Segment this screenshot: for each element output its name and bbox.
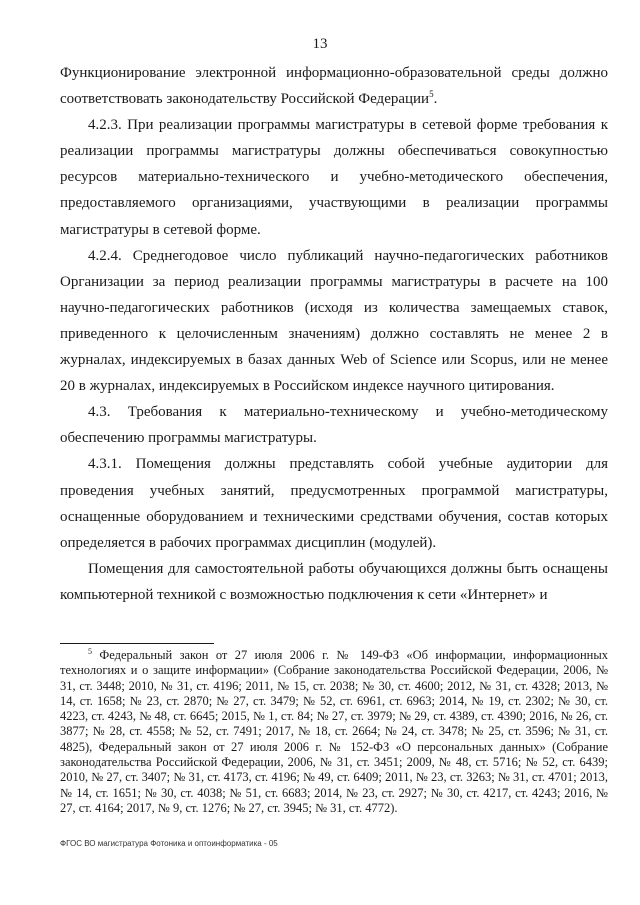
paragraph-4-3: 4.3. Требования к материально-техническому и учебно-методическому обеспечению программы магистратуры. (60, 404, 608, 447)
page-number: 13 (312, 36, 328, 52)
paragraph-self-study-rooms: Помещения для самостоятельной работы обучающихся должны быть оснащены компьютерной техникой с возможностью подключения к сети «Интернет» и (60, 560, 608, 603)
footnote-reference[interactable]: 5 (429, 89, 434, 100)
footnote (60, 648, 608, 816)
footnote-text: Федеральный закон от 27 июля 2006 г. № 149-ФЗ «Об информации, информационных технологиях и о защите информации» (Собрание законодательства Российской Федерации, 2006, № 31, ст. 3448; 2010, № 31, ст. 4196; 2011, № 15, ст. 2038; № 30, ст. 4600; 2012, № 31, ст. 4328; 2013, № 14, ст. 1658; № 23, ст. 2870; № 27, ст. 3479; № 52, ст. 6961, ст. 6963; 2014, № 19, ст. 2302; № 30, ст. 4223, ст. 4243, № 48, ст. 6645; 2015, № 1, ст. 84; № 27, ст. 3979; № 29, ст. 4389, ст. 4390; 2016, № 26, ст. 3877; № 28, ст. 4558; № 52, ст. 7491; 2017, № 18, ст. 2664; № 24, ст. 3478; № 25, ст. 3596; № 31, ст. 4825), Федеральный закон от 27 июля 2006 г. № 152-ФЗ «О персональных данных» (Собрание законодательства Российской Федерации, 2006, № 31, ст. 3451; 2009, № 48, ст. 5716; № 52, ст. 6439; 2010, № 27, ст. 3407; № 31, ст. 4173, ст. 4196; № 49, ст. 6409; 2011, № 23, ст. 3263; № 31, ст. 4701; 2013, № 14, ст. 1651; № 30, ст. 4038; № 51, ст. 6683; 2014, № 23, ст. 2927; № 30, ст. 4217, ст. 4243; 2016, № 27, ст. 4164; 2017, № 9, ст. 1276; № 27, ст. 3945; № 31, ст. 4772). (60, 648, 608, 815)
paragraph-text: Функционирование электронной информационно-образовательной среды должно соответствовать законодательству Российской Федерации (60, 65, 608, 108)
paragraph-4-2-4: 4.2.4. Среднегодовое число публикаций научно-педагогических работников Организации за период реализации программы магистратуры в расчете на 100 научно-педагогических работников (исходя из количества замещаемых ставок, приведенного к целочисленным значениям) должно составлять не менее 2 в журналах, индексируемых в базах данных Web of Science или Scopus, или не менее 20 в журналах, индексируемых в Российском индексе научного цитирования. (60, 247, 608, 395)
main-text (60, 60, 608, 608)
paragraph-4-3-1: 4.3.1. Помещения должны представлять собой учебные аудитории для проведения учебных занятий, предусмотренных программой магистратуры, оснащенные оборудованием и техническими средствами обучения, состав которых определяется в рабочих программах дисциплин (модулей). (60, 456, 608, 551)
paragraph-4-2-3: 4.2.3. При реализации программы магистратуры в сетевой форме требования к реализации программы магистратуры должны обеспечиваться совокупностью ресурсов материально-технического и учебно-методического обеспечения, предоставляемого организациями, участвующими в реализации программы магистратуры в сетевой форме. (60, 117, 608, 238)
page-footer: ФГОС ВО магистратура Фотоника и оптоинформатика - 05 (60, 839, 278, 848)
footnote-text-block (60, 648, 608, 816)
paragraph-continuation (60, 60, 608, 112)
paragraph-end: . (433, 91, 438, 108)
footnote-separator (60, 643, 214, 644)
footnote-marker: 5 (88, 646, 92, 656)
